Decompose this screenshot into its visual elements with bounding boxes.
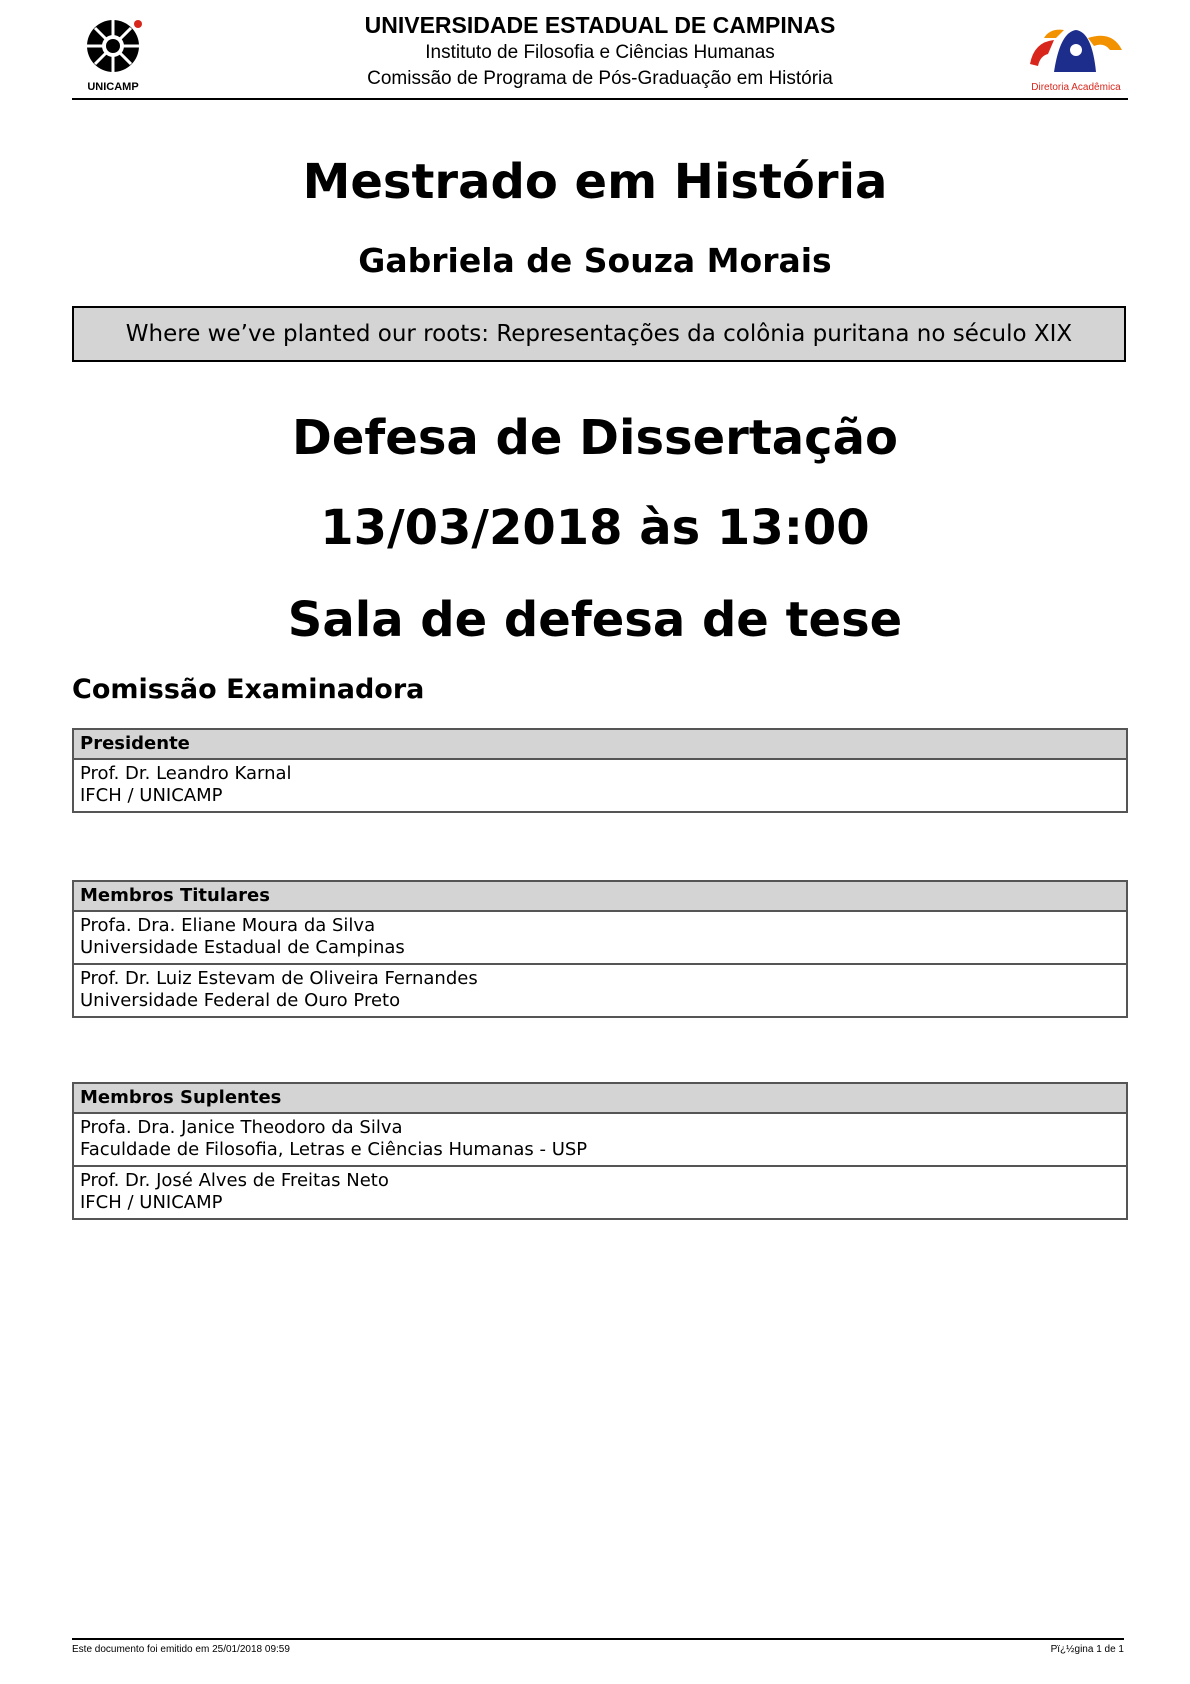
member-affiliation: Universidade Estadual de Campinas bbox=[80, 937, 405, 958]
table-row bbox=[74, 1114, 1126, 1165]
thesis-title: Where we’ve planted our roots: Representações da colônia puritana no século XIX bbox=[72, 306, 1126, 362]
titulares-table bbox=[72, 880, 1128, 1018]
page-number: Pï¿½gina 1 de 1 bbox=[1050, 1644, 1124, 1655]
member-affiliation: Faculdade de Filosofia, Letras e Ciências Humanas - USP bbox=[80, 1139, 588, 1160]
institute-name: Instituto de Filosofia e Ciências Humanas bbox=[425, 42, 775, 63]
table-row bbox=[74, 760, 1126, 811]
table-header: Presidente bbox=[74, 730, 1126, 760]
table-row bbox=[74, 1165, 1126, 1218]
diretoria-academica-logo bbox=[1024, 20, 1128, 96]
member-name: Profa. Dra. Janice Theodoro da Silva bbox=[80, 1117, 403, 1138]
event-title: Defesa de Dissertação bbox=[292, 410, 898, 466]
suplentes-table bbox=[72, 1082, 1128, 1220]
table-row bbox=[74, 963, 1126, 1016]
issued-date: Este documento foi emitido em 25/01/2018 09:59 bbox=[72, 1644, 290, 1655]
event-room: Sala de defesa de tese bbox=[287, 592, 903, 648]
document-header bbox=[72, 8, 1128, 100]
member-name: Prof. Dr. Leandro Karnal bbox=[80, 763, 292, 784]
table-header: Membros Suplentes bbox=[74, 1084, 1126, 1114]
table-header: Membros Titulares bbox=[74, 882, 1126, 912]
president-table bbox=[72, 728, 1128, 813]
member-affiliation: IFCH / UNICAMP bbox=[80, 785, 223, 806]
program-title: Mestrado em História bbox=[302, 154, 888, 210]
commission-name: Comissão de Programa de Pós-Graduação em História bbox=[367, 68, 833, 89]
member-name: Prof. Dr. José Alves de Freitas Neto bbox=[80, 1170, 389, 1191]
university-name: UNIVERSIDADE ESTADUAL DE CAMPINAS bbox=[364, 12, 836, 38]
member-affiliation: Universidade Federal de Ouro Preto bbox=[80, 990, 401, 1011]
event-datetime: 13/03/2018 às 13:00 bbox=[320, 500, 870, 556]
committee-heading: Comissão Examinadora bbox=[72, 674, 425, 705]
svg-text:UNICAMP: UNICAMP bbox=[87, 81, 139, 93]
member-name: Profa. Dra. Eliane Moura da Silva bbox=[80, 915, 376, 936]
svg-text:Diretoria Acadêmica: Diretoria Acadêmica bbox=[1031, 82, 1121, 93]
student-name: Gabriela de Souza Morais bbox=[358, 241, 832, 280]
table-row bbox=[74, 912, 1126, 963]
document-footer bbox=[72, 1638, 1124, 1655]
member-affiliation: IFCH / UNICAMP bbox=[80, 1192, 223, 1213]
member-name: Prof. Dr. Luiz Estevam de Oliveira Fernandes bbox=[80, 968, 478, 989]
